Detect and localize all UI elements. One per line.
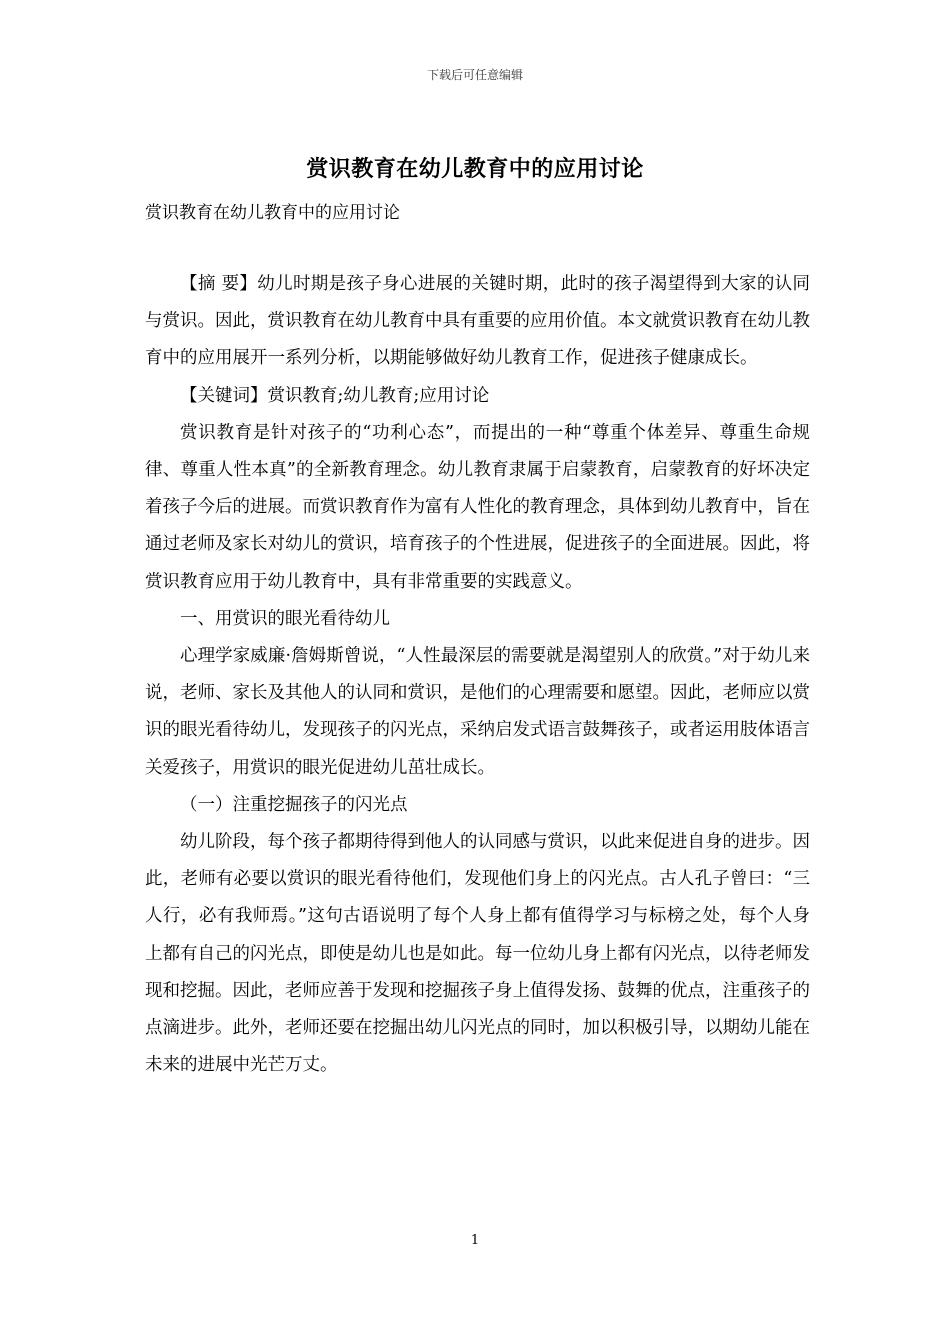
document-title: 赏识教育在幼儿教育中的应用讨论 xyxy=(306,156,644,182)
document-subtitle: 赏识教育在幼儿教育中的应用讨论 xyxy=(145,203,400,223)
keywords-paragraph: 【关键词】赏识教育;幼儿教育;应用讨论 xyxy=(180,385,490,406)
abstract-paragraph: 【摘 要】幼儿时期是孩子身心进展的关键时期，此时的孩子渴望得到大家的认同与赏识。因此，赏识教育在幼儿教育中具有重要的应用价值。本文就赏识教育在幼儿教育中的应用展开一系列分析，以期能够做好幼儿教育工作，促进孩子健康成长。 xyxy=(145,274,810,369)
intro-paragraph: 赏识教育是针对孩子的“功利心态”，而提出的一种“尊重个体差异、尊重生命规律、尊重人性本真”的全新教育理念。幼儿教育隶属于启蒙教育，启蒙教育的好坏决定着孩子今后的进展。而赏识教育作为富有人性化的教育理念，具体到幼儿教育中，旨在通过老师及家长对幼儿的赏识，培育孩子的个性进展，促进孩子的全面进展。因此，将赏识教育应用于幼儿教育中，具有非常重要的实践意义。 xyxy=(145,422,810,592)
body-paragraph: 幼儿阶段，每个孩子都期待得到他人的认同感与赏识，以此来促进自身的进步。因此，老师有必要以赏识的眼光看待他们，发现他们身上的闪光点。古人孔子曾曰：“三人行，必有我师焉。”这句古语说明了每个人身上都有值得学习与标榜之处，每个人身上都有自己的闪光点，即使是幼儿也是如此。每一位幼儿身上都有闪光点，以待老师发现和挖掘。因此，老师应善于发现和挖掘孩子身上值得发扬、鼓舞的优点，注重孩子的点滴进步。此外，老师还要在挖掘出幼儿闪光点的同时，加以积极引导，以期幼儿能在未来的进展中光芒万丈。 xyxy=(145,832,810,1076)
section-heading: 一、用赏识的眼光看待幼儿 xyxy=(180,608,390,629)
page-number: 1 xyxy=(470,1233,480,1248)
document-body xyxy=(145,266,810,1084)
header-note: 下载后可任意编辑 xyxy=(426,68,523,82)
body-paragraph: 心理学家威廉·詹姆斯曾说，“人性最深层的需要就是渴望别人的欣赏。”对于幼儿来说，老师、家长及其他人的认同和赏识，是他们的心理需要和愿望。因此，老师应以赏识的眼光看待幼儿，发现孩子的闪光点，采纳启发式语言鼓舞孩子，或者运用肢体语言关爱孩子，用赏识的眼光促进幼儿茁壮成长。 xyxy=(145,646,810,778)
subsection-heading: （一）注重挖掘孩子的闪光点 xyxy=(180,794,408,815)
